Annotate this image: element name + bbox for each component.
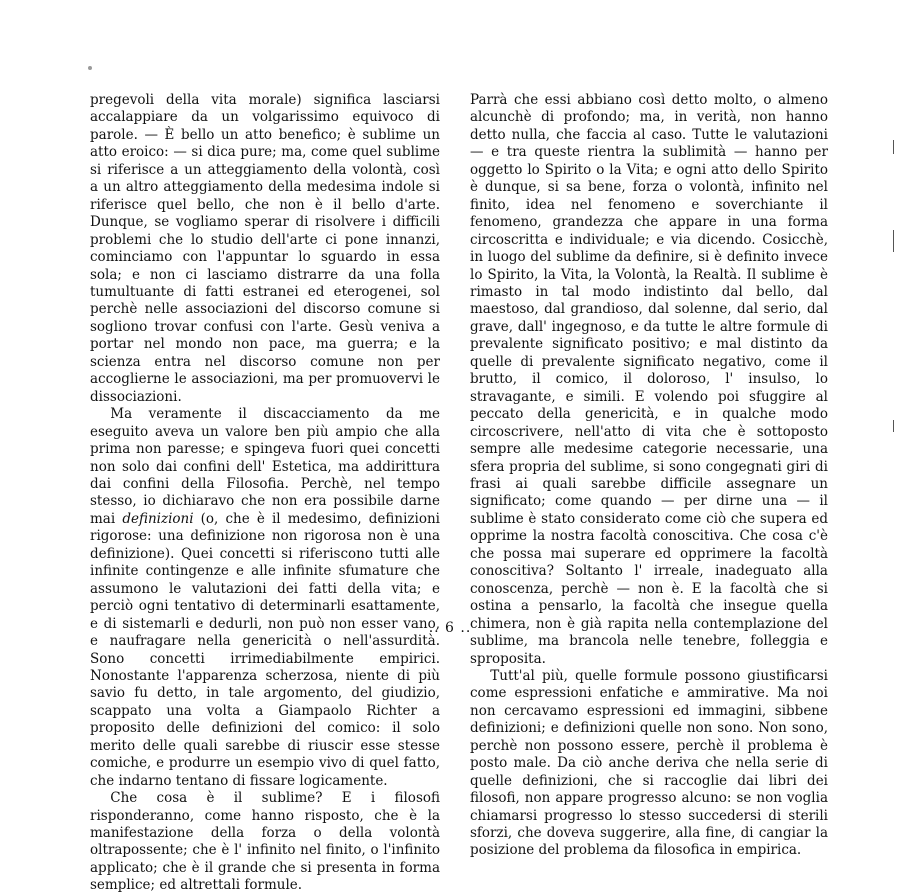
paragraph: Parrà che essi abbiano così detto molto, o almeno alcunchè di profondo; ma, in verità, non hanno detto nulla, che faccia al caso. Tutte le valutazioni — e tra queste rientra la sublimità — hanno per oggetto lo Spirito o la Vita; e ogni atto dello Spirito è dunque, si sa bene, forza o volontà, infinito nel finito, idea nel fenomeno e soverchiante il fenomeno, grandezza che appare in una forma circoscritta e individuale; e via dicendo. Cosicchè, in luogo del sublime da definire, si è definito invece lo Spirito, la Vita, la Volontà, la Realtà. Il sublime è rimasto in tal modo indistinto dal bello, dal maestoso, dal grandioso, dal solenne, dal serio, dal grave, dall' ingegnoso, e da tutte le altre formule di prevalente significato positivo; e mal distinto da quelle di prevalente significato negativo, come il brutto, il comico, il doloroso, l' insulso, lo stravagante, e simili. E volendo poi sfuggire al peccato della genericità, e in qualche modo circoscrivere, nell'atto di vita che è sottoposto sempre alle medesime categorie necessarie, una sfera propria del sublime, si sono congegnati giri di frasi ai quali sarebbe difficile assegnare un significato; come quando — per dirne una — il sublime è stato considerato come ciò che supera ed opprime la nostra facoltà conoscitiva. Che cosa c'è che possa mai superare ed opprimere la facoltà conoscitiva? Soltanto l' irreale, inadeguato alla conoscenza, perchè — non è. E la facoltà che si ostina a pensarlo, la facoltà che insegue quella chimera, non è già rapita nella contemplazione del sublime, ma brancola nelle tenebre, folleggia e sproposita.: [470, 92, 828, 667]
paragraph: pregevoli della vita morale) significa lasciarsi accalappiare da un volgarissimo equivoco di parole. — È bello un atto benefico; è sublime un atto eroico: — si dica pure; ma, come quel sublime si riferisce a un atteggiamento della volontà, così a un altro atteggiamento della medesima indole si riferisce quel bello, che non è il bello d'arte. Dunque, se vogliamo sperar di risolvere i difficili problemi che lo studio dell'arte ci pone innanzi, cominciamo con l'appuntar lo sguardo in essa sola; e non ci lasciamo distrarre da una folla tumultuante di fatti estranei ed eterogenei, sol perchè nelle associazioni del discorso comune si sogliono trovar confusi con l'arte. Gesù veniva a portar nel mondo non pace, ma guerra; e la scienza entra nel discorso comune non per accoglierne le associazioni, ma per promuovervi le dissociazioni.: [90, 92, 440, 405]
paragraph: [90, 406, 440, 790]
paragraph-text: (o, che è il medesimo, definizioni rigorose: una definizione non rigorosa non è una definizione). Quei concetti si riferiscono tutti alle infinite contingenze e alle infinite sfumature che assumono le valutazioni dei fatti della vita; e perciò ogni tentativo di determinarli esattamente, e di sistemarli e dedurli, non può non esser vano, e naufragare nella genericità o nell'assurdità. Sono concetti irrimediabilmente empirici. Nonostante l'apparenza scherzosa, niente di più savio fu detto, in tale argomento, del giudizio, scappato una volta a Giampaolo Richter a proposito delle definizioni del comico: il solo merito delle quali sarebbe di riuscir esse stesse comiche, e produrre un esempio vivo di quel fatto, che indarno tentano di fissare logicamente.: [90, 510, 440, 789]
right-text-column: [470, 92, 828, 860]
page-edge-mark: [893, 140, 894, 154]
paragraph: Tutt'al più, quelle formule possono giustificarsi come espressioni enfatiche e ammirative. Ma noi non cercavamo espressioni ed immagini, sibbene definizioni; e definizioni quelle non sono. Non sono, perchè non possono essere, perchè il problema è posto male. Da ciò anche deriva che nella serie di quelle definizioni, che si raccoglie dai libri dei filosofi, non appare progresso alcuno: se non voglia chiamarsi progresso lo stesso succedersi di sterili sforzi, che doveva suggerire, alla fine, di cangiar la posizione del problema da filosofica in empirica.: [470, 667, 828, 859]
paragraph-text: Ma veramente il discacciamento da me eseguito aveva un valore ben più ampio che alla prima non paresse; e spingeva fuori quei concetti non solo dai confini dell' Estetica, ma addirittura dai confini della Filosofia. Perchè, nel tempo stesso, io dichiaravo che non era possibile darne mai: [90, 406, 440, 527]
page-number: .. 6 ..: [428, 620, 472, 636]
ink-speck: [88, 66, 92, 70]
page-edge-mark: [893, 230, 894, 252]
paragraph: Che cosa è il sublime? E i filosofi risponderanno, come hanno risposto, che è la manifestazione della forza o della volontà oltrapossente; che è l' infinito nel finito, o l'infinito applicato; che è il grande che si presenta in forma semplice; ed altrettali formule.: [90, 790, 440, 894]
page-edge-mark: [893, 420, 894, 432]
left-text-column: [90, 92, 440, 895]
emphasized-term: definizioni: [122, 510, 194, 527]
